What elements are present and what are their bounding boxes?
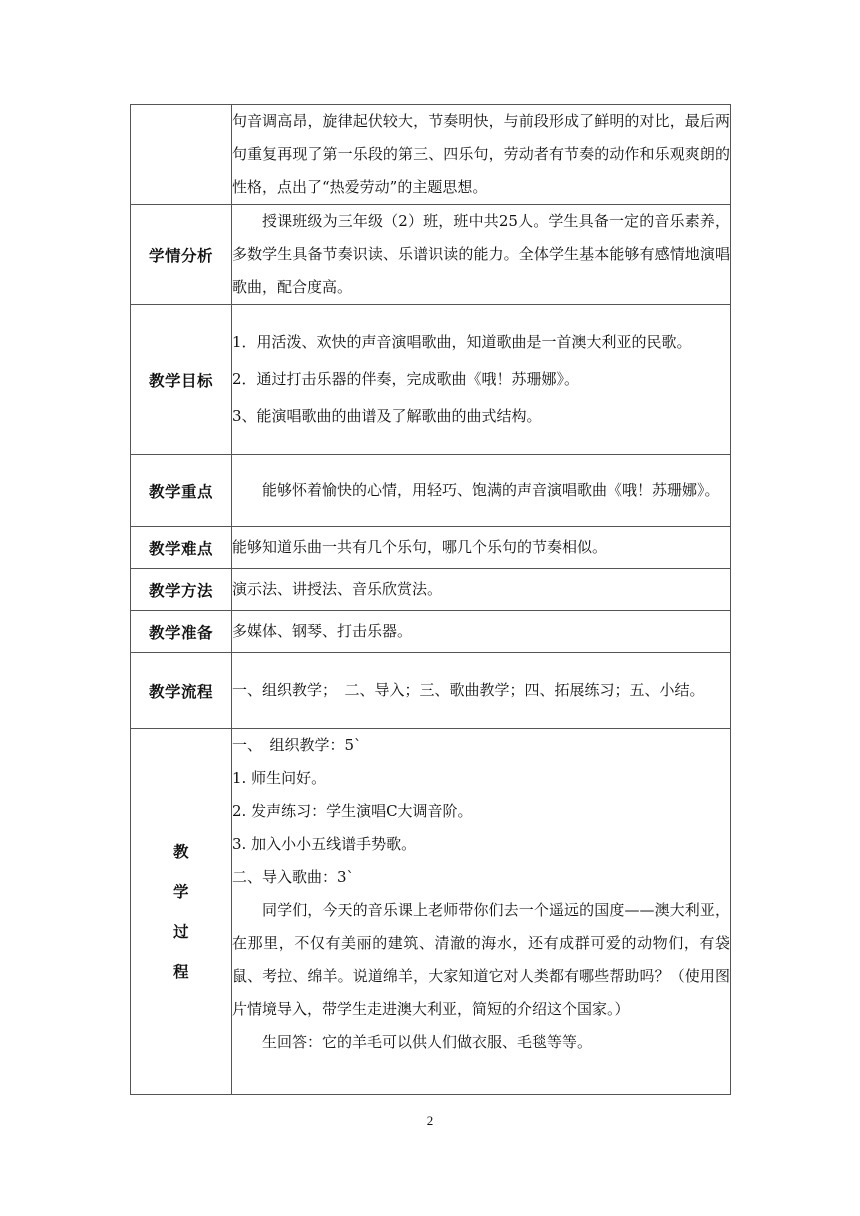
row-content-methods: [232, 569, 731, 611]
row-label-focus: 教学重点: [131, 455, 232, 527]
table-row-prep: [131, 611, 731, 653]
row-label-prep: 教学准备: [131, 611, 232, 653]
flow-text: 一、组织教学； 二、导入；三、歌曲教学；四、拓展练习；五、小结。: [232, 681, 705, 699]
row-content-flow: [232, 653, 731, 729]
goal-item-1: 1．用活泼、欢快的声音演唱歌曲，知道歌曲是一首澳大利亚的民歌。: [232, 333, 692, 351]
page-number: 2: [426, 1113, 434, 1128]
table-row-students: [131, 205, 731, 305]
process-line-2: 1. 师生问好。: [232, 769, 327, 787]
table-row-goals: [131, 305, 731, 455]
table-row-flow: [131, 653, 731, 729]
row-label-flow: 教学流程: [131, 653, 232, 729]
row-content-process: [232, 729, 731, 1095]
row-content-goals: [232, 305, 731, 455]
goal-item-3: 3、能演唱歌曲的曲谱及了解歌曲的曲式结构。: [232, 407, 542, 425]
focus-text: 能够怀着愉快的心情，用轻巧、饱满的声音演唱歌曲《哦！苏珊娜》。: [262, 481, 720, 499]
row-content-prep: [232, 611, 731, 653]
row-content-students: [232, 205, 731, 305]
process-line-5: 二、导入歌曲：3`: [232, 868, 355, 886]
process-line-1: 一、 组织教学：5`: [232, 736, 362, 754]
table-row-focus: [131, 455, 731, 527]
row-content-intro: [232, 105, 731, 205]
process-answer: 生回答：它的羊毛可以供人们做衣服、毛毯等等。: [262, 1033, 593, 1051]
students-text: 授课班级为三年级（2）班，班中共25人。学生具备一定的音乐素养，多数学生具备节奏识读、乐谱识读的能力。全体学生基本能够有感情地演唱歌曲，配合度高。: [232, 212, 730, 296]
methods-text: 演示法、讲授法、音乐欣赏法。: [232, 580, 443, 598]
row-label-empty: [131, 105, 232, 205]
process-paragraph: 同学们，今天的音乐课上老师带你们去一个遥远的国度——澳大利亚，在那里，不仅有美丽的建筑、清澈的海水，还有成群可爱的动物们，有袋鼠、考拉、绵羊。说道绵羊，大家知道它对人类都有哪些帮助吗？（使用图片情境导入，带学生走进澳大利亚，简短的介绍这个国家。）: [232, 901, 730, 1018]
table-row-process: [131, 729, 731, 1095]
row-label-difficulty: 教学难点: [131, 527, 232, 569]
goal-item-2: 2．通过打击乐器的伴奏，完成歌曲《哦！苏珊娜》。: [232, 370, 580, 388]
row-label-process: [131, 729, 232, 1095]
lesson-plan-table: [130, 104, 731, 1095]
process-line-4: 3. 加入小小五线谱手势歌。: [232, 835, 417, 853]
process-label-char-1: 教: [172, 842, 189, 861]
intro-text: 句音调高昂，旋律起伏较大，节奏明快，与前段形成了鲜明的对比，最后两句重复再现了第一乐段的第三、四乐句，劳动者有节奏的动作和乐观爽朗的性格，点出了“热爱劳动”的主题思想。: [232, 112, 730, 196]
table-row-methods: [131, 569, 731, 611]
difficulty-text: 能够知道乐曲一共有几个乐句，哪几个乐句的节奏相似。: [232, 538, 608, 556]
row-content-focus: [232, 455, 731, 527]
row-content-difficulty: [232, 527, 731, 569]
process-label-char-3: 过: [172, 922, 189, 941]
table-row-intro: [131, 105, 731, 205]
row-label-goals: 教学目标: [131, 305, 232, 455]
row-label-methods: 教学方法: [131, 569, 232, 611]
process-label-char-4: 程: [172, 962, 189, 981]
row-label-students: 学情分析: [131, 205, 232, 305]
table-row-difficulty: [131, 527, 731, 569]
process-label-char-2: 学: [172, 882, 189, 901]
prep-text: 多媒体、钢琴、打击乐器。: [232, 622, 413, 640]
process-line-3: 2. 发声练习：学生演唱C大调音阶。: [232, 802, 473, 820]
